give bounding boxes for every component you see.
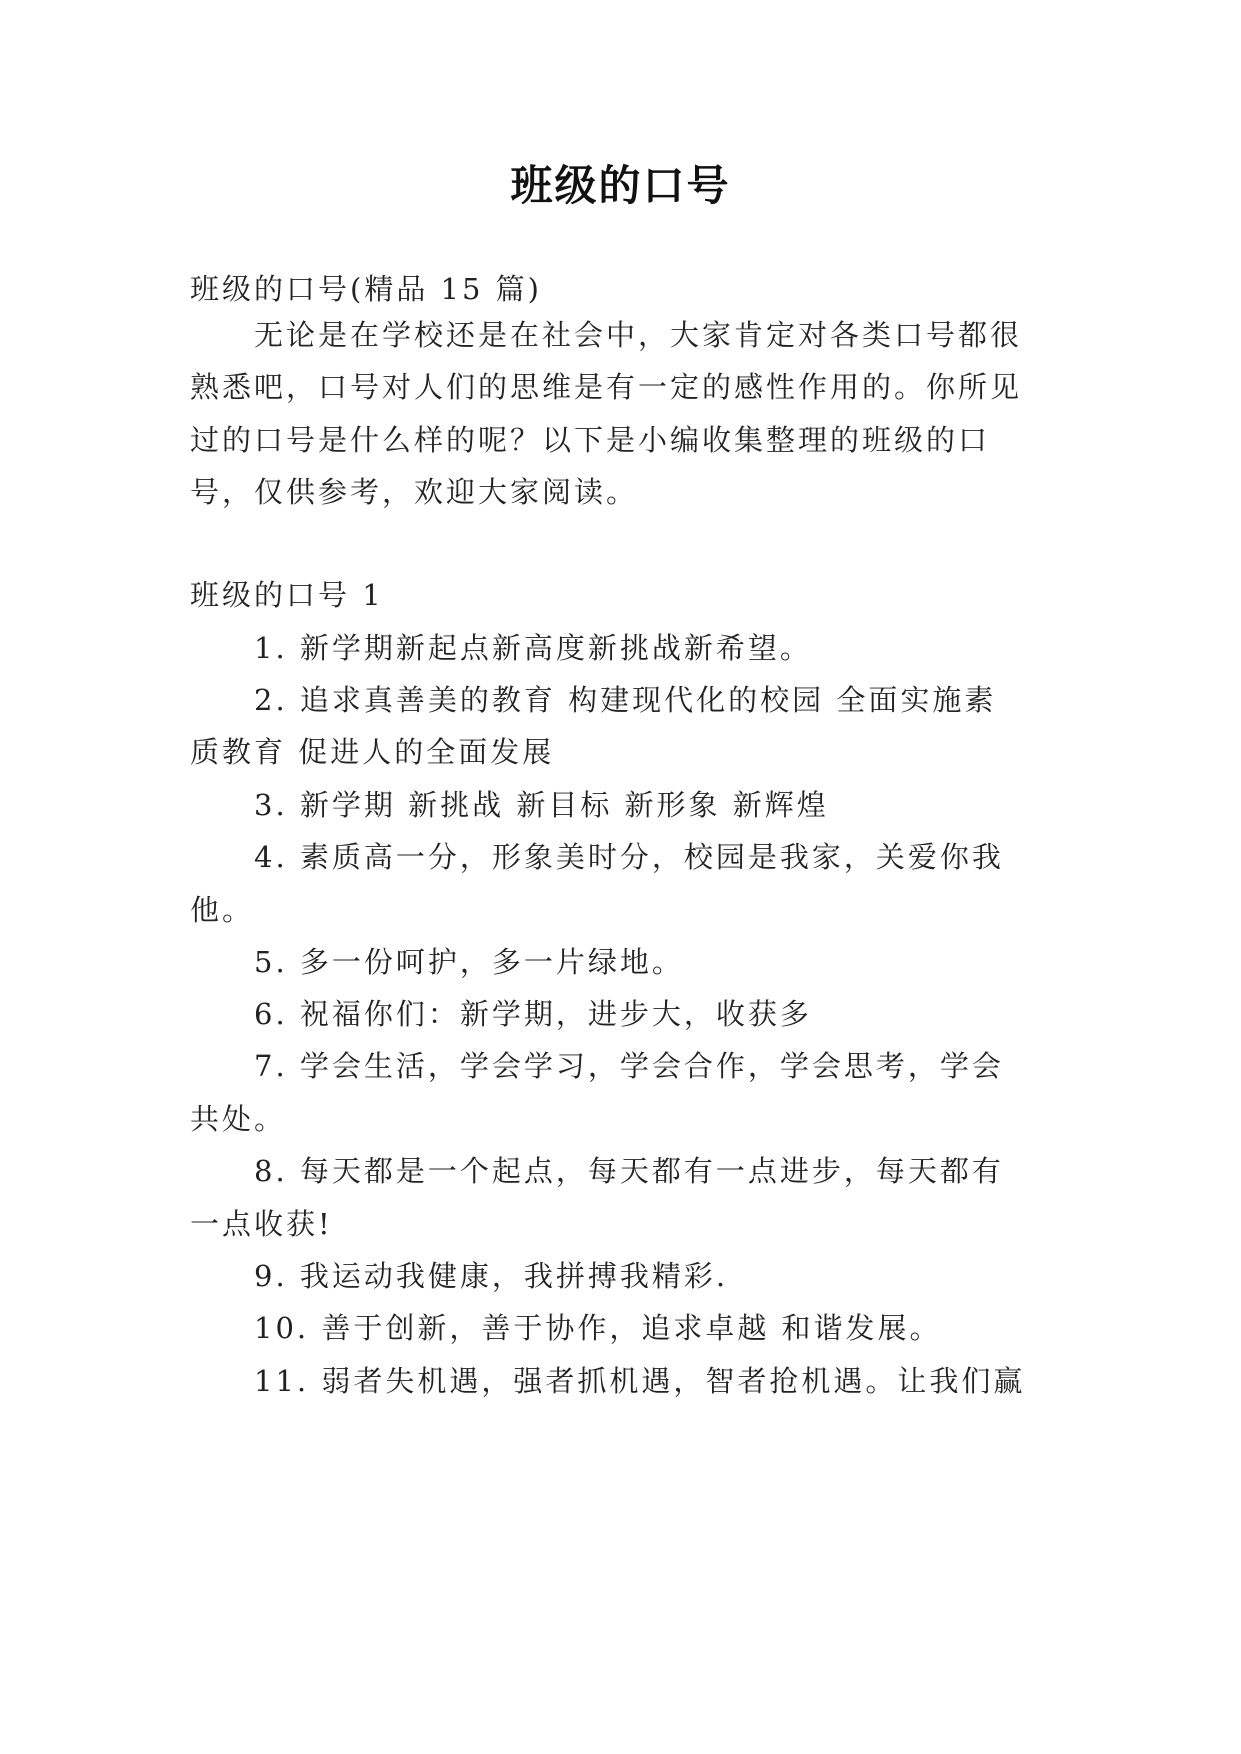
list-item-continuation: 质教育 促进人的全面发展	[190, 735, 555, 769]
intro-line: 熟悉吧，口号对人们的思维是有一定的感性作用的。你所见	[190, 370, 1023, 404]
list-item: 4. 素质高一分，形象美时分，校园是我家，关爱你我	[254, 840, 1004, 874]
list-item: 7. 学会生活，学会学习，学会合作，学会思考，学会	[254, 1049, 1004, 1083]
list-item-continuation: 共处。	[190, 1102, 287, 1136]
list-item: 3. 新学期 新挑战 新目标 新形象 新辉煌	[254, 788, 829, 822]
list-item: 5. 多一份呵护，多一片绿地。	[254, 945, 684, 979]
intro-line: 无论是在学校还是在社会中，大家肯定对各类口号都很	[254, 318, 1023, 352]
list-item: 11. 弱者失机遇，强者抓机遇，智者抢机遇。让我们赢	[254, 1364, 1026, 1398]
document-subtitle: 班级的口号(精品 15 篇)	[190, 272, 542, 306]
list-item: 8. 每天都是一个起点，每天都有一点进步，每天都有	[254, 1154, 1004, 1188]
list-item: 6. 祝福你们：新学期，进步大，收获多	[254, 997, 812, 1031]
intro-line: 过的口号是什么样的呢？以下是小编收集整理的班级的口	[190, 423, 991, 457]
list-item: 2. 追求真善美的教育 构建现代化的校园 全面实施素	[254, 683, 997, 717]
list-item-continuation: 一点收获!	[190, 1207, 333, 1241]
list-item: 9. 我运动我健康，我拼搏我精彩.	[254, 1259, 729, 1293]
list-item: 10. 善于创新，善于协作，追求卓越 和谐发展。	[254, 1311, 942, 1345]
list-item-continuation: 他。	[190, 893, 255, 927]
page-title: 班级的口号	[510, 161, 731, 210]
section-heading: 班级的口号 1	[190, 578, 384, 612]
list-item: 1. 新学期新起点新高度新挑战新希望。	[254, 631, 812, 665]
intro-line: 号，仅供参考，欢迎大家阅读。	[190, 475, 639, 509]
